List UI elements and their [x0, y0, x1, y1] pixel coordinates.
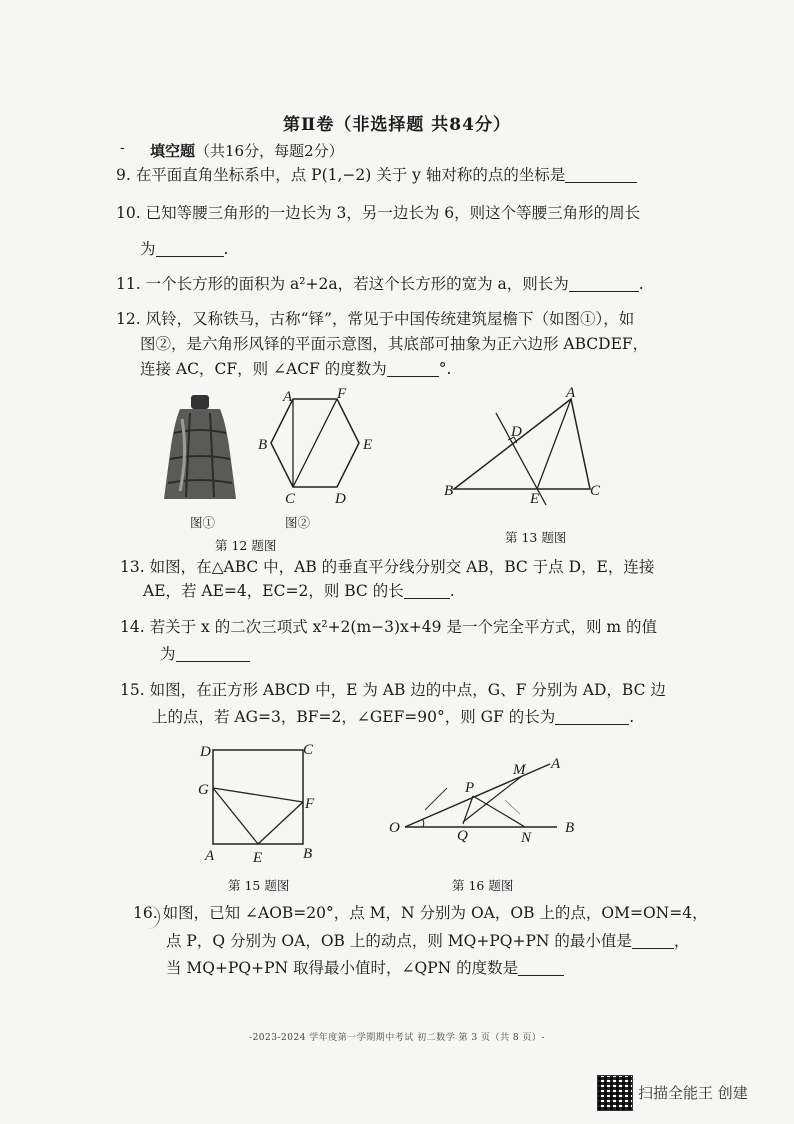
q12-line1: 风铃，又称铁马，古称“铎”，常见于中国传统建筑屋檐下（如图①），如	[145, 310, 635, 328]
hex-label-d: D	[335, 491, 346, 507]
question-14	[120, 620, 657, 636]
question-10	[116, 206, 640, 222]
question-16-line3	[166, 961, 564, 977]
q13-answer-blank[interactable]	[404, 584, 450, 599]
question-14-cont	[160, 647, 250, 663]
q15-square-figure	[195, 738, 325, 868]
square-abcd	[213, 750, 303, 844]
q9-text: 在平面直角坐标系中，点 P(1,−2) 关于 y 轴对称的点的坐标是	[135, 166, 566, 184]
fig1-caption: 图①	[190, 515, 216, 530]
sq-label-e: E	[253, 850, 263, 866]
q12-number: 12.	[116, 310, 141, 328]
tri-label-b: B	[444, 483, 454, 499]
wind-bell-body	[164, 409, 236, 499]
question-16	[133, 906, 708, 922]
fig2-caption: 图②	[285, 515, 311, 530]
wind-bell-figure	[160, 393, 240, 508]
q12-end: °.	[438, 360, 452, 378]
hexagon-figure	[255, 385, 385, 507]
q16-line1: 如图，已知 ∠AOB=20°，点 M，N 分别为 OA，OB 上的点，OM=ON=4，	[162, 904, 708, 922]
sq-label-d: D	[200, 744, 211, 760]
q13-end: .	[449, 582, 455, 600]
question-11	[116, 277, 644, 293]
q15-answer-blank[interactable]	[555, 710, 629, 725]
segment-ef	[258, 802, 303, 844]
q16-answer-blank-2[interactable]	[518, 961, 564, 976]
q12-figure-caption: 第 12 题图	[215, 538, 277, 553]
q16-answer-blank-1[interactable]	[632, 934, 674, 949]
q15-line2: 上的点，若 AG=3，BF=2，∠GEF=90°，则 GF 的长为	[152, 708, 556, 726]
q16-number: 16.	[133, 904, 158, 922]
section-label: 填空题	[150, 142, 196, 160]
question-12-line3	[140, 362, 451, 378]
question-13-cont	[143, 584, 455, 600]
q10-line2: 为	[140, 240, 156, 258]
ang-label-a: A	[551, 756, 561, 772]
hex-label-a: A	[283, 389, 293, 405]
ang-label-o: O	[389, 820, 400, 836]
question-13	[120, 560, 654, 576]
q16-line3: 当 MQ+PQ+PN 取得最小值时，∠QPN 的度数是	[166, 959, 519, 977]
wind-bell-top	[191, 395, 209, 409]
question-15-cont	[152, 710, 634, 726]
tri-label-e: E	[530, 491, 540, 507]
ang-label-m: M	[513, 762, 526, 778]
question-12	[116, 312, 634, 328]
q10-line1: 已知等腰三角形的一边长为 3，另一边长为 6，则这个等腰三角形的周长	[145, 204, 641, 222]
sq-label-b: B	[303, 846, 313, 862]
q15-end: .	[629, 708, 635, 726]
q13-number: 13.	[120, 558, 145, 576]
q14-number: 14.	[120, 618, 145, 636]
hex-label-f: F	[337, 386, 347, 402]
sq-label-c: C	[303, 742, 314, 758]
segment-gf	[213, 788, 303, 802]
question-10-cont	[140, 242, 228, 258]
q11-number: 11.	[116, 275, 141, 293]
page-footer: -2023-2024 学年度第一学期期中考试 初二数学 第 3 页（共 8 页）-	[249, 1033, 545, 1043]
q12-line3: 连接 AC，CF，则 ∠ACF 的度数为	[140, 360, 387, 378]
q16-figure-caption: 第 16 题图	[452, 878, 514, 893]
qr-code-icon	[597, 1075, 633, 1111]
q13-line2: AE，若 AE=4，EC=2，则 BC 的长	[143, 582, 404, 600]
sq-label-f: F	[305, 796, 315, 812]
q15-line1: 如图，在正方形 ABCD 中，E 为 AB 边的中点，G、F 分别为 AD，BC 边	[149, 681, 666, 699]
q13-line1: 如图，在△ABC 中，AB 的垂直平分线分别交 AB，BC 于点 D，E，连接	[149, 558, 655, 576]
q16-line2: 点 P，Q 分别为 OA，OB 上的动点，则 MQ+PQ+PN 的最小值是	[166, 932, 632, 950]
q12-answer-blank[interactable]	[387, 362, 439, 377]
q9-number: 9.	[116, 166, 131, 184]
hex-label-b: B	[258, 437, 268, 453]
q11-answer-blank[interactable]	[569, 277, 639, 292]
scanner-brand: 扫描全能王 创建	[638, 1084, 748, 1102]
q14-answer-blank[interactable]	[176, 647, 250, 662]
ang-label-p: P	[465, 780, 475, 796]
q16-angle-figure	[385, 752, 585, 862]
q10-end: .	[223, 240, 229, 258]
triangle-abc	[454, 399, 590, 489]
ang-label-q: Q	[457, 828, 468, 844]
q15-figure-caption: 第 15 题图	[228, 878, 290, 893]
guide-line	[425, 788, 447, 810]
hex-label-c: C	[285, 491, 296, 507]
sq-label-a: A	[205, 848, 215, 864]
q9-answer-blank[interactable]	[565, 168, 637, 183]
tri-label-c: C	[590, 483, 601, 499]
q10-number: 10.	[116, 204, 141, 222]
q15-number: 15.	[120, 681, 145, 699]
q13-figure-caption: 第 13 题图	[505, 530, 567, 545]
ray-oa	[405, 764, 550, 827]
sq-label-g: G	[198, 782, 209, 798]
q13-triangle-figure	[438, 383, 613, 508]
guide-dash	[505, 800, 520, 814]
q14-line1: 若关于 x 的二次三项式 x²+2(m−3)x+49 是一个完全平方式，则 m 的值	[149, 618, 657, 636]
q14-line2: 为	[160, 645, 176, 663]
q16-line2-end: ，	[673, 932, 690, 950]
q10-answer-blank[interactable]	[156, 242, 224, 257]
section-marker: -	[120, 140, 125, 156]
question-12-line2: 图②，是六角形风铎的平面示意图，其底部可抽象为正六边形 ABCDEF，	[140, 335, 649, 353]
q11-text: 一个长方形的面积为 a²+2a，若这个长方形的宽为 a，则长为	[145, 275, 569, 293]
ang-label-b: B	[565, 820, 575, 836]
question-16-line2	[166, 934, 689, 950]
q11-end: .	[638, 275, 644, 293]
question-15	[120, 683, 666, 699]
page-title: 第Ⅱ卷（非选择题 共84分）	[283, 115, 511, 135]
section-heading	[150, 140, 344, 161]
tri-label-d: D	[511, 424, 522, 440]
question-9	[116, 168, 637, 184]
ang-label-n: N	[521, 830, 532, 846]
segment-cf	[293, 399, 337, 487]
segment-ge	[213, 788, 258, 844]
hex-label-e: E	[363, 437, 373, 453]
section-info: （共16分，每题2分）	[195, 142, 344, 160]
tri-label-a: A	[566, 385, 576, 401]
